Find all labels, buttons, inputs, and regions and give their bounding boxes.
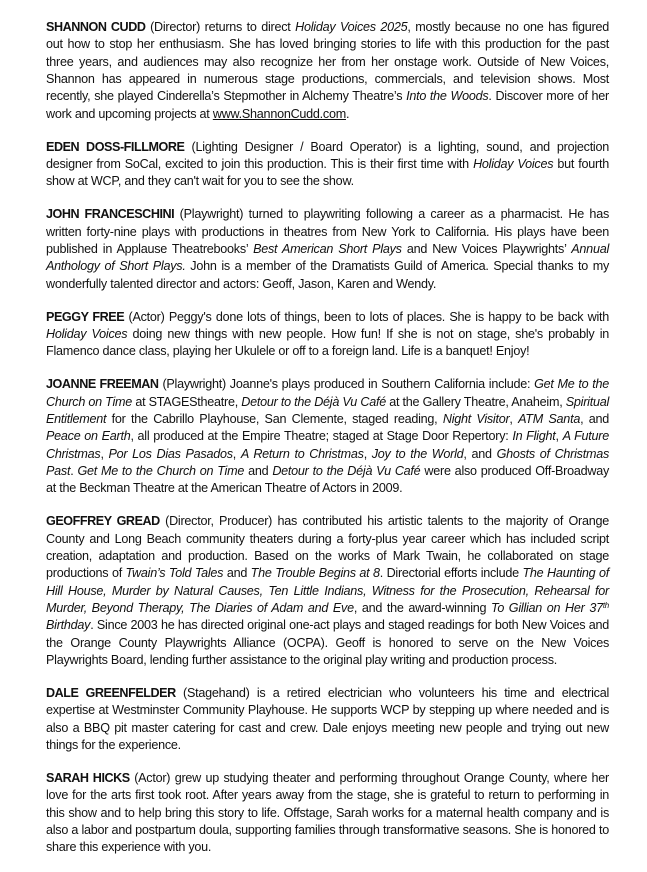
title-italic: Detour to the Déjà Vu Café — [241, 394, 386, 409]
title-italic: Get Me to the Church on Time — [77, 463, 245, 478]
title-italic: The Trouble Begins at 8 — [250, 566, 380, 581]
bio-text: doing new things with new people. How fun! If she is not on stage, she's probably in Flamenco dance class, playing her Ukulele or off to a foreign land. Life is a banquet! Enjoy! — [46, 326, 609, 359]
title-italic: Por Los Dias Pasados — [108, 446, 233, 461]
title-italic: Ghosts of Christmas Past — [46, 446, 610, 478]
bio-name: EDEN DOSS-FILLMORE — [46, 139, 185, 154]
title-italic: Holiday Voices 2025 — [295, 20, 408, 34]
bio-text: , — [100, 446, 109, 461]
bio-text: , — [232, 446, 241, 461]
title-italic: To Gillian on Her 37 — [491, 600, 603, 615]
bio-text: at the Gallery Theatre, Anaheim, — [385, 394, 566, 409]
bio-text: . Since 2003 he has directed original one-act plays and staged readings for both New Voices and the Orange County Playwrights Alliance (OCPA). Geoff is honored to serve on the New Voices Playwrights Board, lending further assistance to the original play writing and production process. — [46, 618, 609, 667]
title-italic: In Flight — [512, 429, 556, 444]
bio-text: were also produced Off-Broadway at the Beckman Theatre at the American Theatre of Actors in 2009. — [46, 463, 610, 496]
bio-text: at STAGEStheatre, — [132, 394, 242, 409]
bio-text: , mostly because no one has figured out how to stop her enthusiasm. She has loved bringing stories to life with this production for the past three years, and audiences may also recognize her from her onstage work. Outside of New Voices, Shannon has appeared in numerous stage productions, commercials, and television shows. Most recently, she played Cinderella’s Stepmother in Alchemy Theatre’s — [46, 20, 609, 104]
bio-text: (Director) returns to direct — [145, 20, 296, 34]
bio-text: and — [223, 566, 251, 581]
title-italic: A Return to Christmas — [240, 446, 364, 461]
title-italic: ATM Santa — [518, 411, 581, 426]
bio-text: , and — [580, 411, 610, 426]
bio-text: , — [509, 411, 519, 426]
website-link[interactable]: www.ShannonCudd.com — [212, 106, 346, 121]
title-italic: A Future Christmas — [46, 429, 609, 461]
bio-text: (Director, Producer) has contributed his artistic talents to the majority of Orange County and Long Beach community theaters during a forty-plus year career which has included script creation, adaptation and production. Based on the works of Mark Twain, he collaborated on stage productions of — [46, 514, 609, 581]
bio-name: JOHN FRANCESCHINI — [46, 207, 175, 222]
bio-text: (Lighting Designer / Board Operator) is a lighting, sound, and projection designer from SoCal, excited to join this production. This is their first time with — [46, 139, 609, 171]
bio-peggy-free — [46, 309, 609, 361]
title-italic: Spiritual Entitlement — [46, 394, 609, 426]
bio-text: (Actor) grew up studying theater and performing throughout Orange County, where her love for the arts first took root. After years away from the stage, she is grateful to return to performing in this show and to help bring this story to life. Offstage, Sarah works for a maternal health company and is also a labor and postpartum doula, supporting families through transformative seasons. She is honored to share this experience with you. — [46, 770, 609, 855]
title-italic: Annual Anthology of Short Plays. — [46, 241, 609, 274]
title-italic: Detour to the Déjà Vu Café — [272, 463, 421, 478]
bio-geoffrey-gread — [46, 513, 609, 669]
bio-text: , — [363, 446, 372, 461]
title-italic: Joy to the World — [371, 446, 464, 461]
bio-text: . — [70, 463, 78, 478]
title-italic: Best American Short Plays — [253, 241, 402, 256]
bio-text: . — [345, 106, 350, 121]
bio-text: , all produced at the Empire Theatre; staged at Stage Door Repertory: — [130, 429, 513, 444]
title-italic: Birthday — [46, 618, 91, 633]
title-italic: The Haunting of Hill House, Murder by Natural Causes, Ten Little Indians, Witness for the Prosecution, Rehearsal for Murder, Beyond Therapy, The Diaries of Adam and Eve — [46, 566, 609, 615]
bio-text: , and the award-winning — [353, 600, 492, 615]
bio-text: , — [555, 429, 563, 444]
title-italic: Night Visitor — [442, 411, 510, 426]
bio-text: John is a member of the Dramatists Guild of America. Special thanks to my wonderfully talented director and actors: Geoff, Jason, Karen and Wendy. — [46, 259, 609, 291]
bio-name: DALE GREENFELDER — [46, 685, 176, 700]
title-italic: Peace on Earth — [46, 429, 131, 444]
document-page — [46, 19, 609, 872]
title-italic: Holiday Voices — [473, 157, 554, 171]
bio-name: JOANNE FREEMAN — [46, 377, 159, 392]
bio-name: GEOFFREY GREAD — [46, 514, 160, 529]
bio-dale-greenfelder — [46, 685, 609, 754]
bio-name: SARAH HICKS — [46, 770, 130, 785]
title-italic: Holiday Voices — [46, 326, 128, 341]
title-italic: Into the Woods — [406, 89, 489, 104]
bio-text: for the Cabrillo Playhouse, San Clemente, staged reading, — [106, 411, 443, 426]
bio-john-franceschini — [46, 206, 609, 293]
bio-shannon-cudd — [46, 19, 609, 123]
bio-text: . Directorial efforts include — [379, 566, 523, 581]
bio-text: (Stagehand) is a retired electrician who volunteers his time and electrical expertise at Westminster Community Playhouse. He supports WCP by stepping up where needed and is also a BBQ pit master catering for cast and crew. Dale enjoys meeting new people and trying out new things for the experience. — [46, 685, 609, 752]
ordinal-superscript: th — [602, 600, 609, 610]
bio-name: PEGGY FREE — [46, 309, 125, 324]
bio-text: (Playwright) Joanne's plays produced in Southern California include: — [158, 377, 535, 392]
bio-eden-doss-fillmore — [46, 139, 609, 191]
bio-text: (Playwright) turned to playwriting following a career as a pharmacist. He has written forty-nine plays with productions in theatres from New York to California. His plays have been published in Applause Theatrebooks’ — [46, 207, 609, 256]
bio-text: and New Voices Playwrights’ — [401, 241, 572, 256]
bio-joanne-freeman — [46, 376, 609, 497]
bio-text: , and — [463, 446, 497, 461]
bio-sarah-hicks — [46, 770, 609, 857]
bio-text: and — [244, 463, 273, 478]
bio-text: (Actor) Peggy's done lots of things, been to lots of places. She is happy to be back with — [124, 309, 609, 324]
title-italic: Get Me to the Church on Time — [46, 377, 609, 409]
bio-text: . Discover more of her work and upcoming projects at — [46, 89, 609, 121]
bio-text: but fourth show at WCP, and they can't wait for you to see the show. — [46, 157, 609, 189]
title-italic: Twain’s Told Tales — [125, 566, 224, 581]
bio-name: SHANNON CUDD — [46, 20, 146, 34]
